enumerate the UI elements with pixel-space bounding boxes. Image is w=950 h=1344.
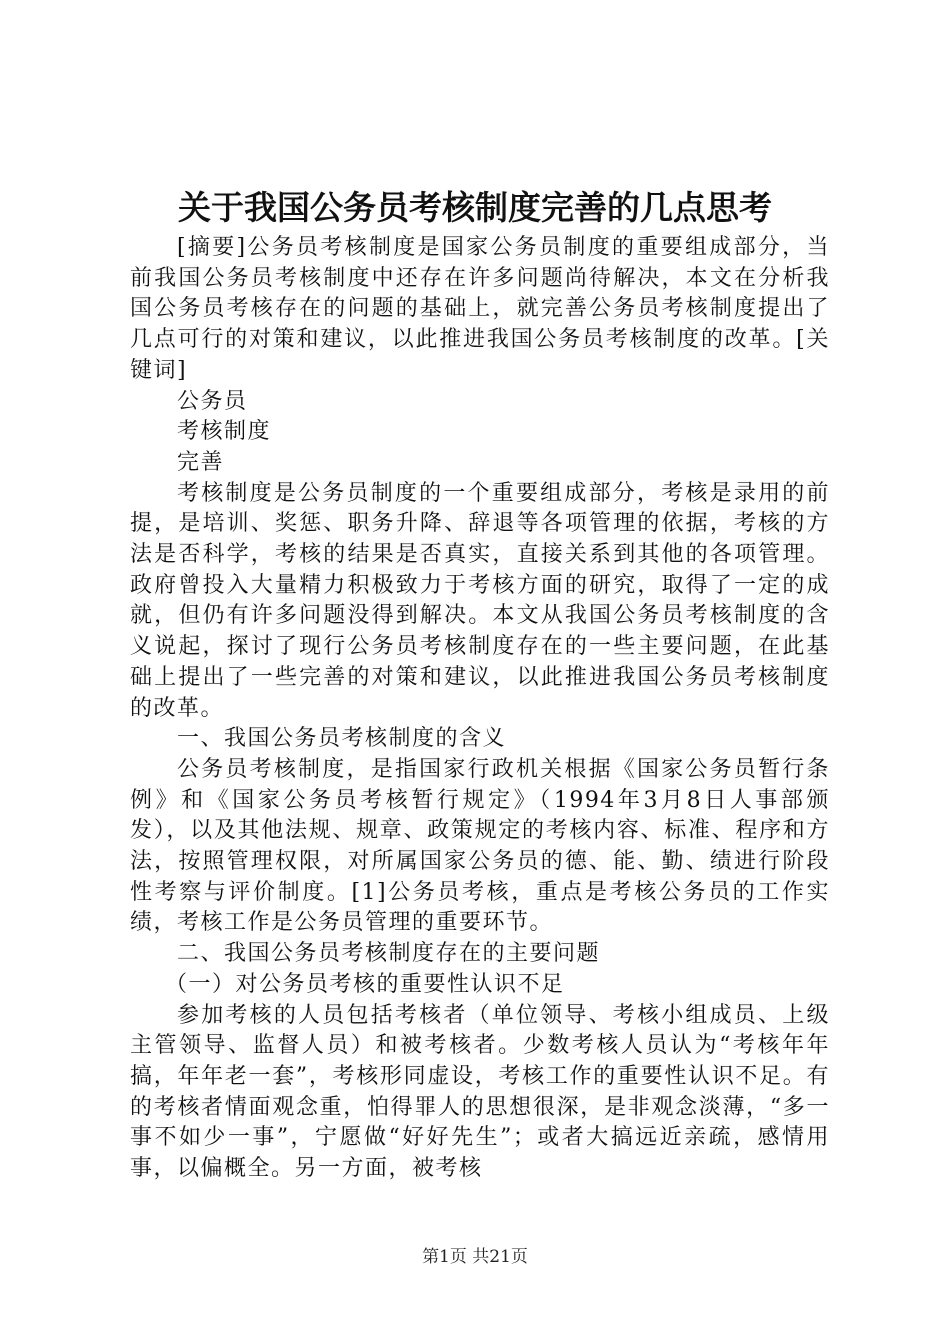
document-body [130,233,830,1185]
section-heading: 二、我国公务员考核制度存在的主要问题 [177,941,601,967]
intro-paragraph: 考核制度是公务员制度的一个重要组成部分，考核是录用的前提，是培训、奖惩、职务升降、辞退等各项管理的依据，考核的方法是否科学，考核的结果是否真实，直接关系到其他的各项管理。政府曾投入大量精力积极致力于考核方面的研究，取得了一定的成就，但仍有许多问题没得到解决。本文从我国公务员考核制度的含义说起，探讨了现行公务员考核制度存在的一些主要问题，在此基础上提出了一些完善的对策和建议，以此推进我国公务员考核制度的改革。 [130,480,830,721]
keyword-item: 公务员 [177,388,248,414]
section-heading: 一、我国公务员考核制度的含义 [177,726,507,752]
body-paragraph: 公务员考核制度，是指国家行政机关根据《国家公务员暂行条例》和《国家公务员考核暂行规定》（1994年3月8日人事部颁发），以及其他法规、规章、政策规定的考核内容、标准、程序和方法，按照管理权限，对所属国家公务员的德、能、勤、绩进行阶段性考察与评价制度。[1]公务员考核，重点是考核公务员的工作实绩，考核工作是公务员管理的重要环节。 [130,756,830,936]
document-title: 关于我国公务员考核制度完善的几点思考 [178,188,772,227]
body-paragraph: 参加考核的人员包括考核者（单位领导、考核小组成员、上级主管领导、监督人员）和被考核者。少数考核人员认为“考核年年搞，年年老一套”，考核形同虚设，考核工作的重要性认识不足。有的考核者情面观念重，怕得罪人的思想很深，是非观念淡薄，“多一事不如少一事”，宁愿做“好好先生”；或者大搞远近亲疏，感情用事，以偏概全。另一方面，被考核 [130,1002,830,1182]
keyword-item: 考核制度 [177,419,272,445]
subsection-heading: （一）对公务员考核的重要性认识不足 [165,971,565,997]
keyword-item: 完善 [177,449,225,475]
page-number-footer: 第1页 共21页 [422,1247,528,1267]
abstract-paragraph: [摘要]公务员考核制度是国家公务员制度的重要组成部分，当前我国公务员考核制度中还存在许多问题尚待解决，本文在分析我国公务员考核存在的问题的基础上，就完善公务员考核制度提出了几点可行的对策和建议，以此推进我国公务员考核制度的改革。[关键词] [130,235,830,383]
